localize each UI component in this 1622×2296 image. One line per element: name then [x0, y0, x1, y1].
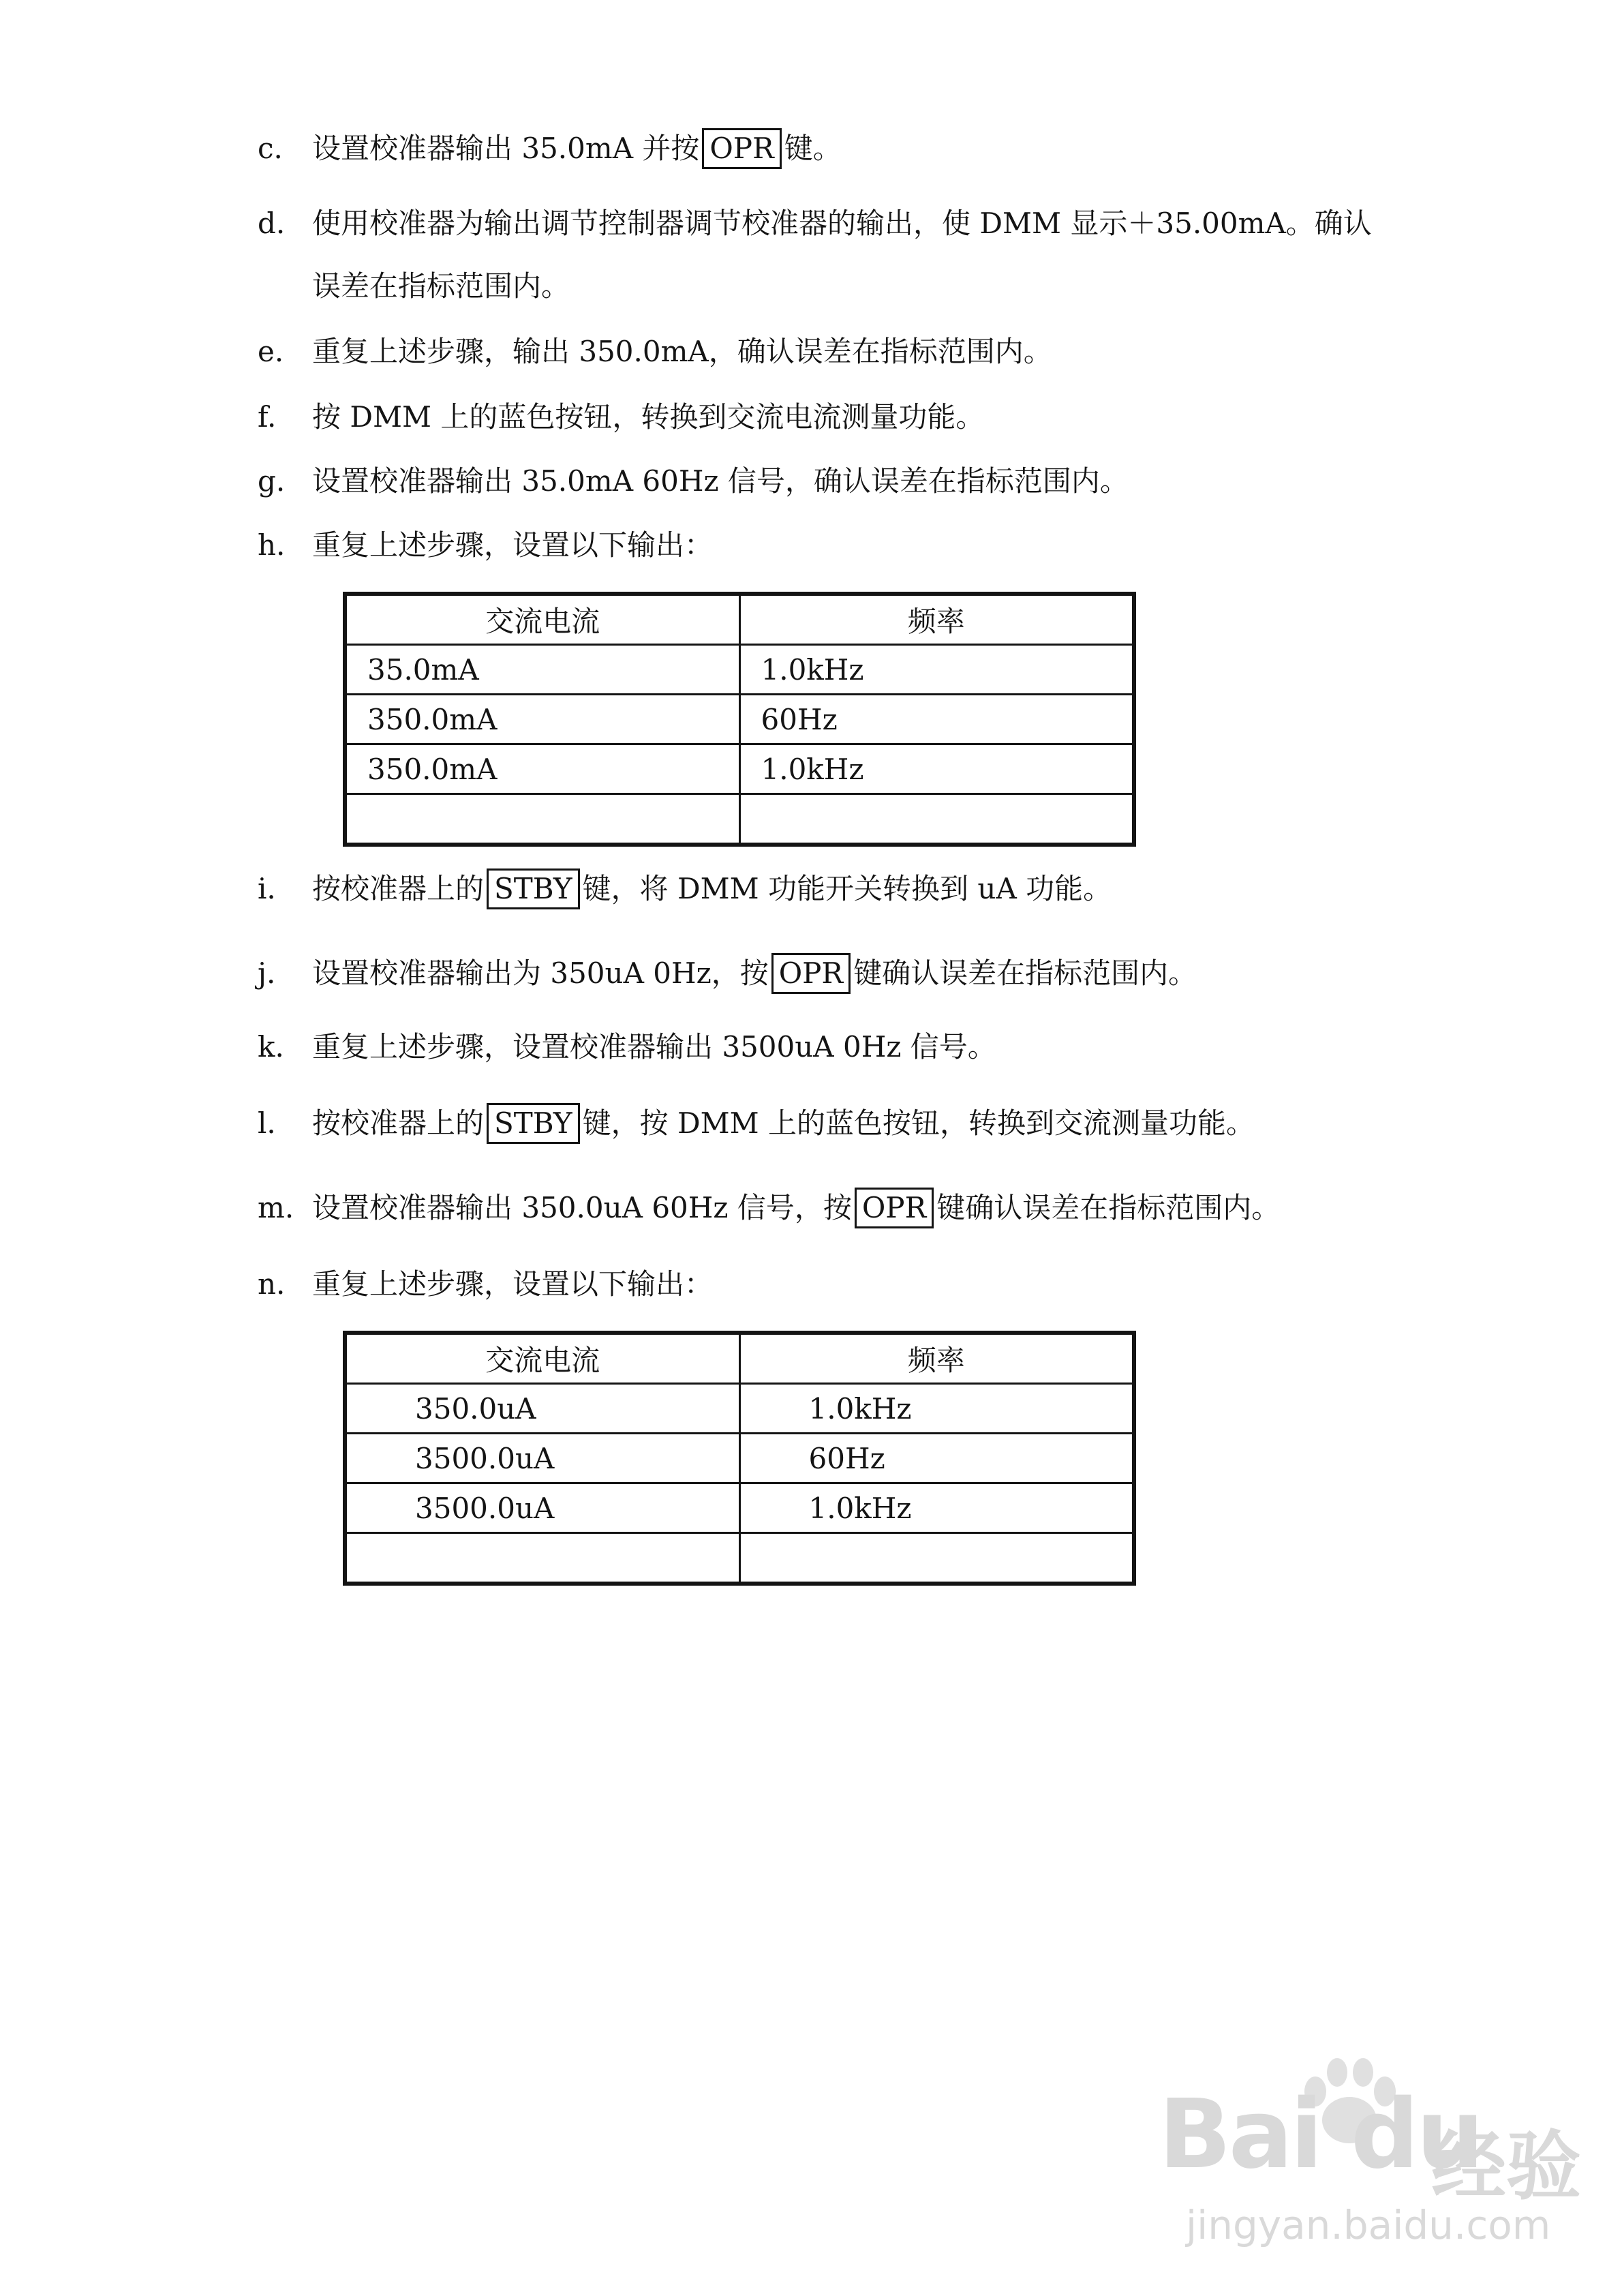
step-f [258, 398, 984, 436]
header-ac-current: 交流电流 [345, 594, 739, 645]
step-letter: j. [258, 956, 276, 990]
step-letter: k. [258, 1030, 284, 1063]
table-row [345, 1434, 1134, 1483]
step-text: 按校准器上的 [312, 872, 485, 905]
step-i [258, 868, 1112, 909]
table-header-row [345, 594, 1134, 645]
step-text: 按 DMM 上的蓝色按钮，转换到交流电流测量功能。 [312, 400, 985, 434]
header-ac-current: 交流电流 [345, 1333, 739, 1384]
baidu-logo-text: Bai du [1159, 2079, 1482, 2190]
step-text: 按校准器上的 [312, 1106, 485, 1140]
output-table-ua [343, 1331, 1136, 1586]
step-letter: c. [258, 132, 283, 165]
cell-current: 3500.0uA [345, 1434, 739, 1483]
step-text: 设置校准器输出 35.0mA 并按 [312, 132, 700, 165]
table-row [345, 1483, 1134, 1533]
step-letter: e. [258, 335, 284, 368]
step-text: 重复上述步骤，设置以下输出： [312, 528, 714, 562]
step-e [258, 333, 1052, 371]
step-text: 重复上述步骤，设置以下输出： [312, 1267, 714, 1301]
step-text: 设置校准器输出 35.0mA 60Hz 信号，确认误差在指标范围内。 [312, 464, 1129, 498]
step-letter: f. [258, 400, 277, 434]
step-text: 键确认误差在指标范围内。 [853, 956, 1197, 990]
cell-frequency [739, 794, 1134, 845]
cell-current: 35.0mA [345, 645, 739, 695]
table-row [345, 695, 1134, 744]
step-text: 重复上述步骤，输出 350.0mA，确认误差在指标范围内。 [312, 335, 1052, 368]
step-letter: d. [258, 207, 286, 240]
step-h [258, 526, 713, 564]
step-n [258, 1265, 713, 1303]
cell-frequency: 1.0kHz [739, 744, 1134, 794]
step-text: 键，将 DMM 功能开关转换到 uA 功能。 [582, 872, 1112, 905]
cell-current [345, 794, 739, 845]
opr-key-label: OPR [702, 128, 781, 169]
step-text: 键。 [784, 132, 842, 165]
step-text: 键，按 DMM 上的蓝色按钮，转换到交流测量功能。 [582, 1106, 1255, 1140]
cell-frequency: 1.0kHz [739, 1384, 1134, 1434]
cell-current [345, 1533, 739, 1584]
table-row [345, 744, 1134, 794]
opr-key-label: OPR [855, 1188, 934, 1228]
table-row [345, 1384, 1134, 1434]
step-letter: m. [258, 1191, 294, 1224]
table-row-empty [345, 1533, 1134, 1584]
step-c [258, 128, 842, 169]
step-letter: g. [258, 464, 286, 498]
header-frequency: 频率 [739, 1333, 1134, 1384]
step-letter: n. [258, 1267, 286, 1301]
cell-current: 350.0mA [345, 744, 739, 794]
baidu-jingyan-watermark [1159, 2079, 1595, 2256]
header-frequency: 频率 [739, 594, 1134, 645]
step-letter: l. [258, 1106, 276, 1140]
watermark-url: jingyan.baidu.com [1186, 2202, 1551, 2248]
cell-frequency: 1.0kHz [739, 645, 1134, 695]
step-letter: i. [258, 872, 276, 905]
step-d-continuation: 误差在指标范围内。 [312, 269, 570, 303]
cell-current: 350.0uA [345, 1384, 739, 1434]
cell-current: 350.0mA [345, 695, 739, 744]
jingyan-logo-text: 经验 [1431, 2123, 1581, 2210]
cell-frequency: 60Hz [739, 1434, 1134, 1483]
step-g [258, 462, 1129, 500]
step-letter: h. [258, 528, 286, 562]
step-k [258, 1028, 996, 1066]
step-text: 设置校准器输出为 350uA 0Hz，按 [312, 956, 769, 990]
step-d [258, 205, 1372, 243]
stby-key-label: STBY [487, 1103, 580, 1144]
step-text: 设置校准器输出 350.0uA 60Hz 信号，按 [312, 1191, 852, 1224]
step-text: 重复上述步骤，设置校准器输出 3500uA 0Hz 信号。 [312, 1030, 996, 1063]
step-text: 键确认误差在指标范围内。 [936, 1191, 1281, 1224]
cell-frequency: 1.0kHz [739, 1483, 1134, 1533]
output-table-ma [343, 592, 1136, 847]
step-j [258, 953, 1197, 994]
cell-frequency [739, 1533, 1134, 1584]
table-row-empty [345, 794, 1134, 845]
opr-key-label: OPR [771, 953, 851, 994]
table-header-row [345, 1333, 1134, 1384]
cell-frequency: 60Hz [739, 695, 1134, 744]
step-l [258, 1103, 1255, 1144]
cell-current: 3500.0uA [345, 1483, 739, 1533]
stby-key-label: STBY [487, 868, 580, 909]
table-row [345, 645, 1134, 695]
step-text: 使用校准器为输出调节控制器调节校准器的输出，使 DMM 显示＋35.00mA。确认 [312, 207, 1372, 240]
step-m [258, 1188, 1280, 1228]
